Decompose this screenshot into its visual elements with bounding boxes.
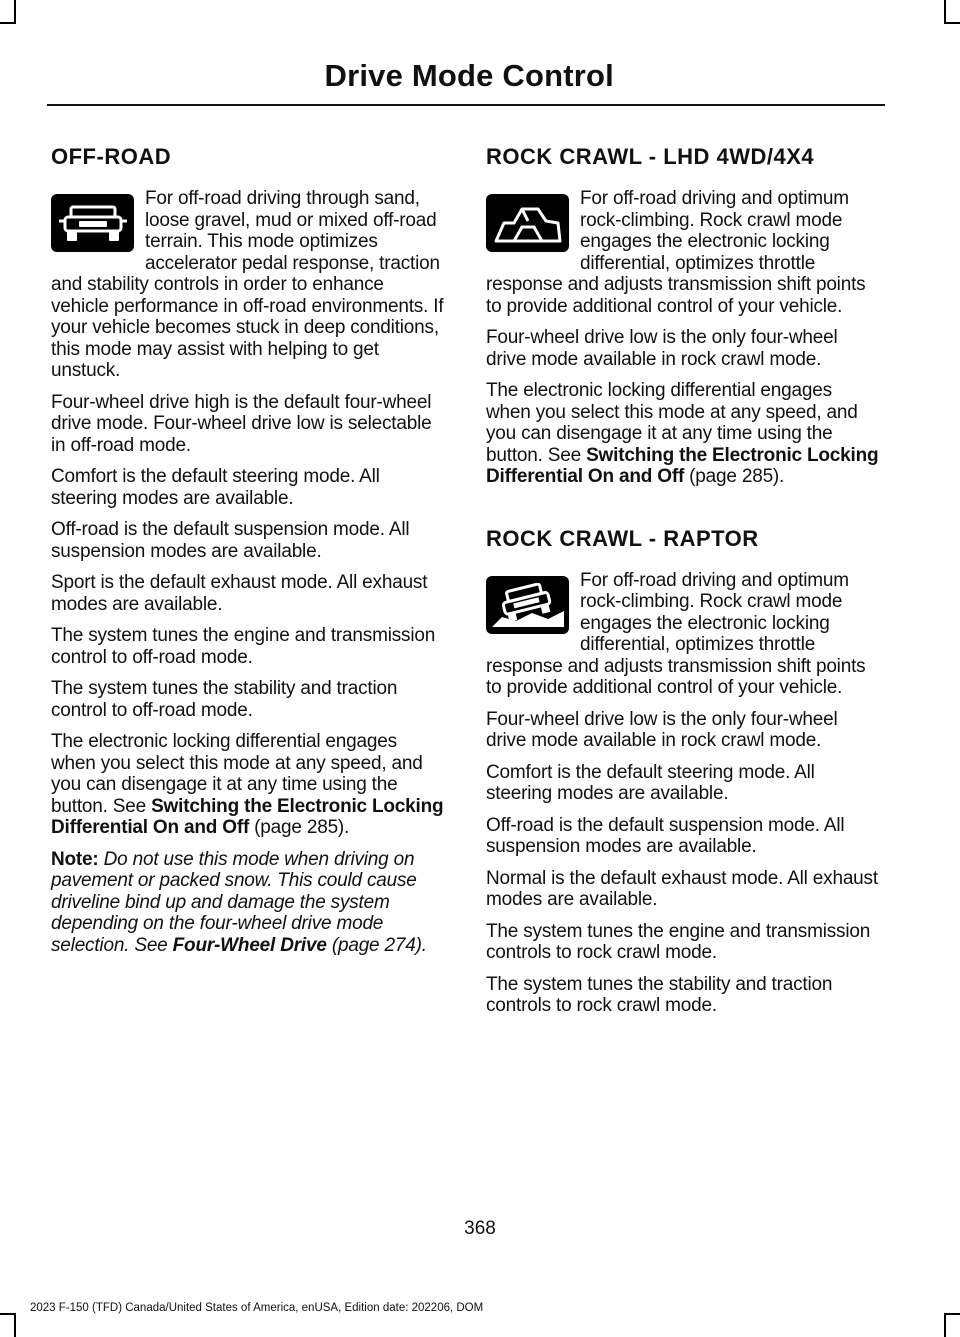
rock-crawl-lhd-locking-text: The electronic locking differential engages when you select this mode at any speed, and you can disengage it at any time using the button. See Switching the Electronic Locking Differential On and Off (page 285). (486, 380, 879, 487)
crop-mark (944, 22, 960, 24)
off-road-exhaust-text: Sport is the default exhaust mode. All exhaust modes are available. (51, 572, 428, 615)
rock-crawl-raptor-exhaust-text: Normal is the default exhaust mode. All exhaust modes are available. (486, 867, 878, 910)
off-road-section (51, 188, 446, 956)
rock-crawl-raptor-suspension-text: Off-road is the default suspension mode. All suspension modes are available. (486, 814, 845, 857)
rock-crawl-lhd-section (486, 188, 881, 488)
crop-mark (14, 0, 16, 24)
rock-crawl-raptor-heading: ROCK CRAWL - RAPTOR (486, 525, 759, 551)
raptor-rock-crawl-icon (486, 576, 569, 634)
off-road-steering-text: Comfort is the default steering mode. All steering modes are available. (51, 466, 380, 509)
rock-crawl-lhd-heading: ROCK CRAWL - LHD 4WD/4X4 (486, 144, 815, 169)
rock-crawl-raptor-engine-text: The system tunes the engine and transmission controls to rock crawl mode. (486, 920, 871, 963)
off-road-suspension-text: Off-road is the default suspension mode. All suspension modes are available. (51, 519, 410, 562)
rock-crawl-raptor-steering-text: Comfort is the default steering mode. All steering modes are available. (486, 761, 815, 804)
crop-mark (0, 1313, 16, 1315)
header-divider (47, 104, 885, 106)
rock-crawl-lhd-description: For off-road driving and optimum rock-climbing. Rock crawl mode engages the electronic locking differential, optimizes throttle response and adjusts transmission shift points to provide additional control of your vehicle. (486, 188, 866, 317)
off-road-engine-text: The system tunes the engine and transmission control to off-road mode. (51, 625, 436, 668)
rock-crawl-icon (486, 194, 569, 252)
rock-crawl-raptor-section (486, 570, 881, 1017)
crop-mark (14, 1313, 16, 1337)
footer-edition-info: 2023 F-150 (TFD) Canada/United States of America, enUSA, Edition date: 202206, DOM (30, 1302, 484, 1314)
crop-mark (944, 0, 946, 24)
left-column (51, 140, 446, 966)
crop-mark (944, 1313, 960, 1315)
off-road-locking-text: The electronic locking differential engages when you select this mode at any speed, and you can disengage it at any time using the button. See Switching the Electronic Locking Differential On and Off (page 285). (51, 731, 444, 838)
off-road-truck-icon (51, 194, 134, 252)
xref-link[interactable]: Four-Wheel Drive (172, 934, 327, 956)
off-road-heading: OFF-ROAD (51, 144, 172, 169)
rock-crawl-raptor-description: For off-road driving and optimum rock-climbing. Rock crawl mode engages the electronic locking differential, optimizes throttle response and adjusts transmission shift points to provide additional control of your vehicle. (486, 569, 866, 698)
rock-crawl-lhd-4wd-text: Four-wheel drive low is the only four-wheel drive mode available in rock crawl mode. (486, 327, 838, 370)
rock-crawl-raptor-4wd-text: Four-wheel drive low is the only four-wheel drive mode available in rock crawl mode. (486, 708, 838, 751)
off-road-stability-text: The system tunes the stability and traction control to off-road mode. (51, 678, 398, 721)
crop-mark (0, 22, 16, 24)
note-label: Note: (51, 848, 99, 870)
off-road-note: Note: Do not use this mode when driving on pavement or packed snow. This could cause driveline bind up and damage the system depending on the four-wheel drive mode selection. See Four-Wheel Drive (page 274). (51, 848, 427, 956)
rock-crawl-raptor-stability-text: The system tunes the stability and traction controls to rock crawl mode. (486, 973, 833, 1016)
xref-link[interactable]: Switching the Electronic Locking Differential On and Off (51, 795, 444, 838)
crop-mark (944, 1313, 946, 1337)
right-column (486, 140, 881, 1027)
off-road-4wd-text: Four-wheel drive high is the default four-wheel drive mode. Four-wheel drive low is selectable in off-road mode. (51, 391, 432, 456)
page-title: Drive Mode Control (324, 58, 614, 93)
xref-link[interactable]: Switching the Electronic Locking Differential On and Off (486, 444, 879, 487)
page-number: 368 (464, 1218, 496, 1239)
off-road-description: For off-road driving through sand, loose gravel, mud or mixed off-road terrain. This mode optimizes accelerator pedal response, traction and stability controls in order to enhance vehicle performance in off-road environments. If your vehicle becomes stuck in deep conditions, this mode may assist with helping to get unstuck. (51, 188, 444, 381)
